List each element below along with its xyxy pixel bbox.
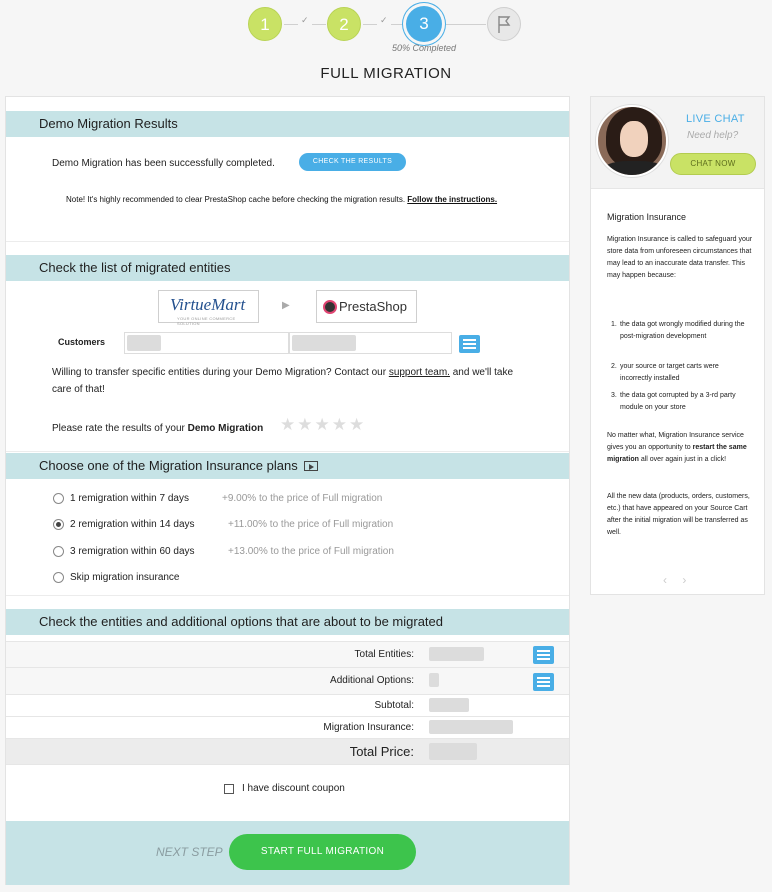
check-results-button[interactable]: CHECK THE RESULTS [299, 153, 406, 171]
rate-text [52, 423, 263, 434]
rate-text-part: Please rate the results of your [52, 423, 188, 434]
entities-heading: Check the list of migrated entities [6, 255, 569, 281]
plan-3-radio[interactable] [53, 546, 64, 557]
reason-item [611, 390, 751, 414]
migration-insurance-row [6, 717, 569, 739]
discount-coupon-label[interactable]: I have discount coupon [242, 783, 345, 794]
source-cart-logo [158, 290, 259, 326]
step-connector [363, 24, 377, 25]
summary-heading: Check the entities and additional options that are about to be migrated [6, 609, 569, 635]
reason-item [611, 361, 751, 385]
plan-2-price: +11.00% to the price of Full migration [228, 519, 394, 530]
arrow-right-icon: ▶ [282, 300, 290, 311]
step-finish [487, 7, 521, 41]
skip-insurance-label[interactable]: Skip migration insurance [70, 572, 180, 583]
video-icon[interactable] [304, 461, 318, 471]
plan-3-label[interactable]: 3 remigration within 60 days [70, 546, 195, 557]
virtuemart-logo-text: VirtueMart [170, 295, 246, 314]
prestashop-icon [323, 300, 337, 314]
progress-stepper [0, 0, 772, 60]
insurance-info-title: Migration Insurance [607, 212, 687, 222]
rate-bold: Demo Migration [187, 423, 264, 434]
transfer-text-part: and we'll take care of that! [52, 367, 514, 395]
skip-insurance-radio[interactable] [53, 572, 64, 583]
insurance-restart-paragraph [607, 430, 757, 466]
para-part: No matter what, Migration Insurance service gives you an opportunity to [607, 432, 744, 451]
step-connector [284, 24, 298, 25]
total-entities-label: Total Entities: [354, 649, 414, 660]
blurred-value [429, 720, 513, 734]
plan-1-radio[interactable] [53, 493, 64, 504]
check-icon: ✓ [380, 15, 388, 25]
divider [6, 241, 569, 242]
total-price-row [6, 739, 569, 765]
source-customers-count [124, 332, 289, 354]
para-bold: restart the same migration [607, 444, 747, 463]
step-connector [312, 24, 326, 25]
migration-insurance-label: Migration Insurance: [323, 722, 414, 733]
plan-2-label[interactable]: 2 remigration within 14 days [70, 519, 195, 530]
step-1: 1 [248, 7, 282, 41]
transfer-specific-text [52, 364, 532, 398]
step-2: 2 [327, 7, 361, 41]
flag-icon [487, 7, 521, 41]
insurance-heading [6, 453, 569, 479]
check-icon: ✓ [301, 15, 309, 25]
customers-label: Customers [58, 337, 106, 347]
help-sidebar [590, 96, 765, 595]
target-customers-count [289, 332, 452, 354]
subtotal-label: Subtotal: [374, 700, 414, 711]
start-full-migration-button[interactable]: START FULL MIGRATION [229, 834, 416, 870]
insurance-intro: Migration Insurance is called to safeguard your store data from unforeseen circumstances that may lead to an inaccurate data transfer. This may happen because: [607, 236, 753, 279]
note-text: Note! It's highly recommended to clear PrestaShop cache before checking the migration results. [66, 195, 408, 204]
para-part: all over again just in a click! [638, 456, 727, 463]
plan-1-price: +9.00% to the price of Full migration [222, 493, 383, 504]
plan-2-radio[interactable] [53, 519, 64, 530]
follow-instructions-link[interactable]: Follow the instructions. [407, 195, 498, 204]
page-title: FULL MIGRATION [320, 65, 452, 82]
reason-number: 1. [611, 321, 617, 328]
carousel-nav-icons[interactable]: ‹ › [663, 573, 693, 587]
reason-number: 3. [611, 392, 617, 399]
cache-note [66, 193, 526, 206]
step-connector [446, 24, 486, 25]
need-help-text: Need help? [687, 130, 739, 141]
target-cart-logo [316, 290, 417, 323]
chat-now-button[interactable]: CHAT NOW [670, 153, 756, 175]
plan-3-price: +13.00% to the price of Full migration [228, 546, 394, 557]
total-price-label: Total Price: [349, 744, 414, 759]
total-entities-row [6, 641, 569, 668]
demo-results-heading: Demo Migration Results [6, 111, 569, 137]
additional-options-row [6, 668, 569, 695]
next-step-label: NEXT STEP [156, 845, 223, 859]
entities-list-button[interactable] [533, 646, 554, 664]
reason-text: your source or target carts were incorrectly installed [620, 363, 719, 382]
blurred-value [429, 743, 477, 760]
insurance-new-data-paragraph: All the new data (products, orders, customers, etc.) that have appeared on your Source Cart after the initial migration will be transferred as well. [607, 493, 750, 536]
reason-item [611, 319, 751, 343]
blurred-value [292, 335, 356, 351]
demo-success-message: Demo Migration has been successfully completed. [52, 158, 275, 169]
options-list-button[interactable] [533, 673, 554, 691]
reason-text: the data got wrongly modified during the post-migration development [620, 321, 745, 340]
additional-options-label: Additional Options: [330, 675, 414, 686]
blurred-value [429, 647, 484, 661]
migration-panel [5, 96, 570, 885]
support-agent-avatar [596, 105, 668, 177]
reason-number: 2. [611, 363, 617, 370]
divider [6, 595, 569, 596]
discount-coupon-checkbox[interactable] [224, 784, 234, 794]
transfer-text-part: Willing to transfer specific entities during your Demo Migration? Contact our [52, 367, 389, 378]
rating-stars[interactable]: ★★★★★ [280, 415, 367, 434]
step-3-active: 3 [406, 6, 442, 42]
live-chat-title: LIVE CHAT [686, 113, 745, 125]
step-connector [391, 24, 405, 25]
customers-list-button[interactable] [459, 335, 480, 353]
insurance-heading-text: Choose one of the Migration Insurance plans [39, 458, 298, 473]
virtuemart-logo-sub: YOUR ONLINE COMMERCE SOLUTION [177, 316, 236, 326]
blurred-value [127, 335, 161, 351]
blurred-value [429, 698, 469, 712]
divider [6, 451, 569, 452]
subtotal-row [6, 695, 569, 717]
support-team-link[interactable]: support team. [388, 367, 450, 378]
live-chat-box [591, 97, 764, 189]
progress-label: 50% Completed [391, 43, 457, 53]
prestashop-logo-text: PrestaShop [339, 299, 407, 314]
blurred-value [429, 673, 439, 687]
plan-1-label[interactable]: 1 remigration within 7 days [70, 493, 189, 504]
next-step-bar [6, 821, 569, 885]
reason-text: the data got corrupted by a 3-rd party module on your store [620, 392, 736, 411]
